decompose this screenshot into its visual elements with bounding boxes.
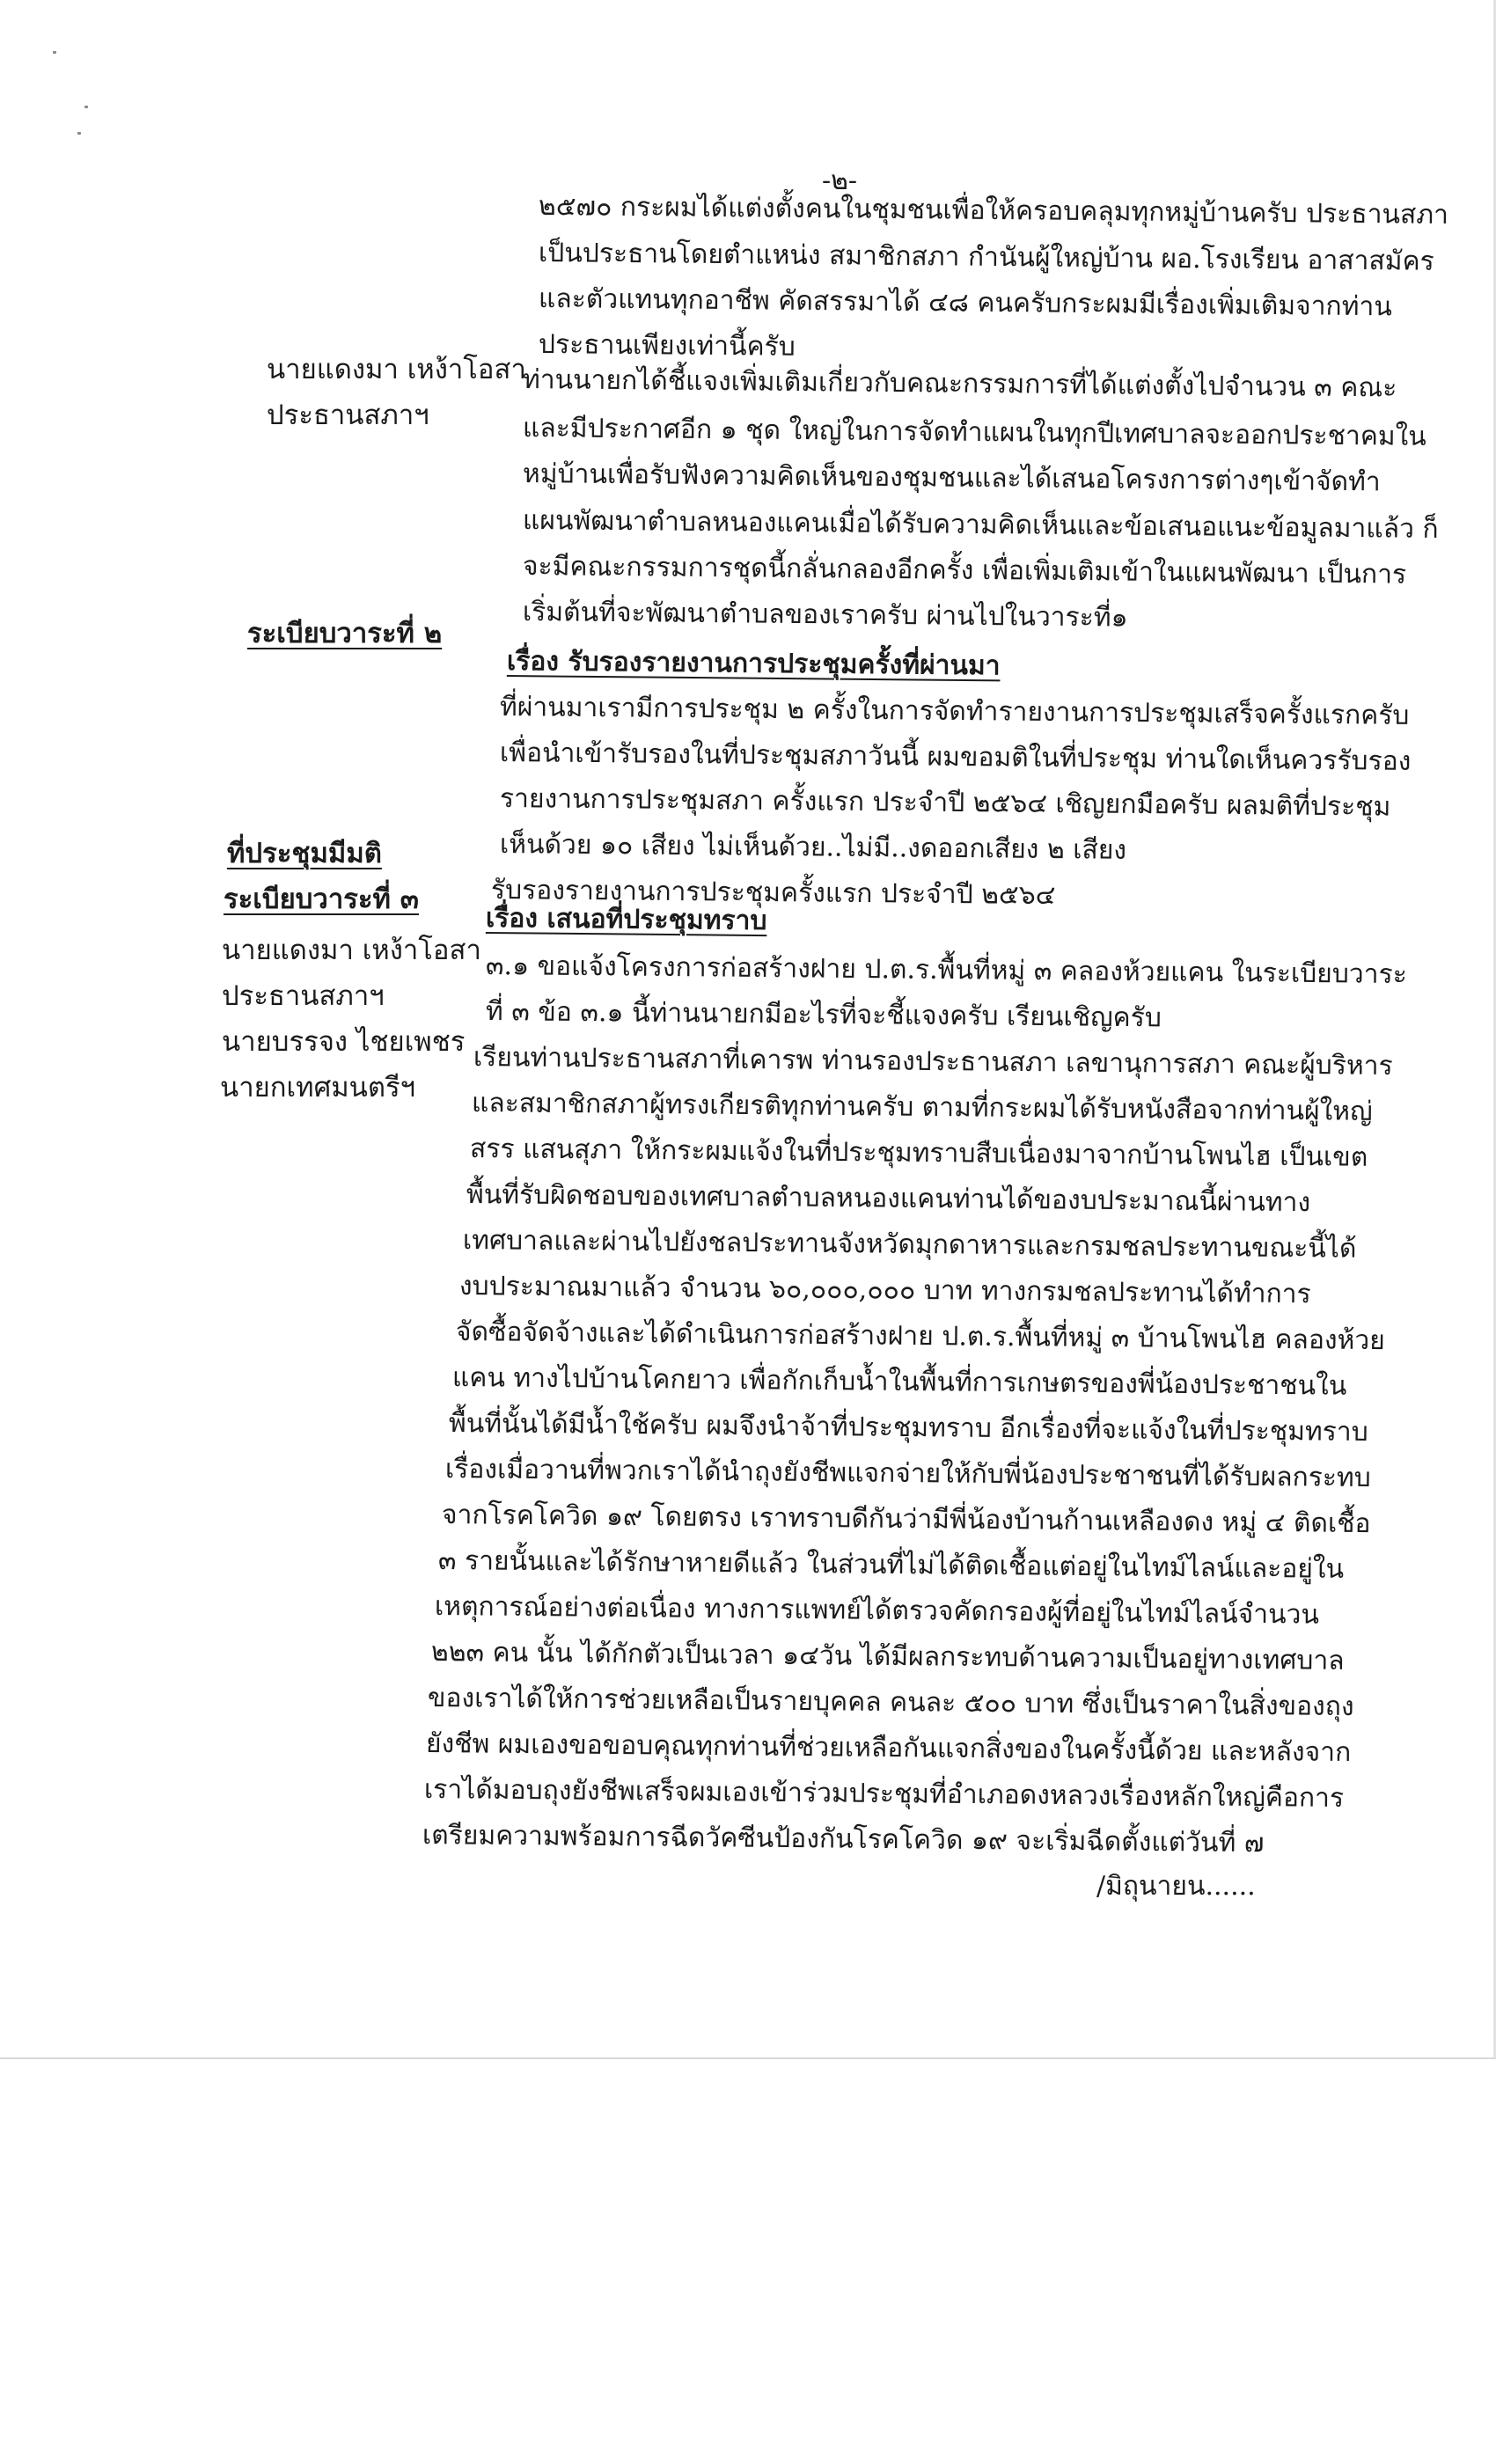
- continuation-marker: /มิถุนายน......: [1096, 1871, 1256, 1902]
- page-number: -๒-: [822, 165, 858, 196]
- body-line: จัดซื้อจัดจ้างและได้ดำเนินการก่อสร้างฝาย ป.ต.ร.พื้นที่หมู่ ๓ บ้านโพนไฮ คลองห้วย: [455, 1316, 1385, 1357]
- speaker-name: นายบรรจง ไชยเพชร: [222, 1026, 466, 1058]
- body-line: แคน ทางไปบ้านโคกยาว เพื่อกักเก็บน้ำในพื้นที่การเกษตรของพี่น้องประชาชนใน: [451, 1362, 1347, 1402]
- body-line: งบประมาณมาแล้ว จำนวน ๖๐,๐๐๐,๐๐๐ บาท ทางกรมชลประทานได้ทำการ: [458, 1271, 1311, 1310]
- body-line: เรียนท่านประธานสภาที่เคารพ ท่านรองประธานสภา เลขานุการสภา คณะผู้บริหาร: [473, 1042, 1393, 1082]
- agenda-2-label: ระเบียบวาระที่ ๒: [247, 618, 443, 649]
- scan-speck: [84, 106, 88, 108]
- resolution-text: รับรองรายงานการประชุมครั้งแรก ประจำปี ๒๕๖๔: [490, 875, 1056, 912]
- agenda-3-title: เรื่อง เสนอที่ประชุมทราบ: [485, 903, 767, 937]
- body-line: และสมาชิกสภาผู้ทรงเกียรติทุกท่านครับ ตามที่กระผมได้รับหนังสือจากท่านผู้ใหญ่: [471, 1088, 1373, 1127]
- body-line: พื้นที่รับผิดชอบของเทศบาลตำบลหนองแคนท่านได้ของบประมาณนี้ผ่านทาง: [466, 1179, 1311, 1219]
- body-line: ของเราได้ให้การช่วยเหลือเป็นรายบุคคล คนละ ๕๐๐ บาท ซึ่งเป็นราคาในสิ่งของถุง: [427, 1683, 1354, 1723]
- body-line: พื้นที่นั้นได้มีน้ำใช้ครับ ผมจึงนำจ้าที่ประชุมทราบ อีกเรื่องที่จะแจ้งในที่ประชุมทราบ: [448, 1408, 1368, 1448]
- speaker-role: ประธานสภาฯ: [267, 400, 429, 431]
- body-line: รายงานการประชุมสภา ครั้งแรก ประจำปี ๒๕๖๔ เชิญยกมือครับ ผลมติที่ประชุม: [499, 783, 1391, 823]
- body-line: ยังชีพ ผมเองขอขอบคุณทุกท่านที่ช่วยเหลือกันแจกสิ่งของในครั้งนี้ด้วย และหลังจาก: [425, 1728, 1352, 1769]
- body-line: ๒๕๗๐ กระผมได้แต่งตั้งคนในชุมชนเพื่อให้ครอบคลุมทุกหมู่บ้านครับ ประธานสภา: [538, 191, 1449, 231]
- body-line: และตัวแทนทุกอาชีพ คัดสรรมาได้ ๔๘ คนครับกระผมมีเรื่องเพิ่มเติมจากท่าน: [538, 283, 1392, 323]
- speaker-name: นายแดงมา เหง้าโอสา: [222, 935, 481, 966]
- speaker-role: นายกเทศมนตรีฯ: [220, 1072, 416, 1104]
- body-line: สรร แสนสุภา ให้กระผมแจ้งในที่ประชุมทราบสืบเนื่องมาจากบ้านโพนไฮ เป็นเขต: [469, 1133, 1368, 1173]
- body-line: แผนพัฒนาตำบลหนองแคนเมื่อได้รับความคิดเห็นและข้อเสนอแนะข้อมูลมาแล้ว ก็: [522, 505, 1439, 545]
- body-line: ประธานเพียงเท่านี้ครับ: [538, 329, 796, 363]
- body-line: หมู่บ้านเพื่อรับฟังความคิดเห็นของชุมชนและได้เสนอโครงการต่างๆเข้าจัดทำ: [522, 458, 1381, 498]
- body-line: ท่านนายกได้ชี้แจงเพิ่มเติมเกี่ยวกับคณะกรรมการที่ได้แต่งตั้งไปจำนวน ๓ คณะ: [522, 364, 1397, 404]
- body-line: เตรียมความพร้อมการฉีดวัคซีนป้องกันโรคโควิด ๑๙ จะเริ่มฉีดตั้งแต่วันที่ ๗: [422, 1820, 1265, 1859]
- body-line: เราได้มอบถุงยังชีพเสร็จผมเองเข้าร่วมประชุมที่อำเภอดงหลวงเรื่องหลักใหญ่คือการ: [423, 1774, 1345, 1815]
- body-line: เริ่มต้นที่จะพัฒนาตำบลของเราครับ ผ่านไปในวาระที่๑: [522, 597, 1128, 634]
- scan-speck: [77, 132, 81, 135]
- scan-bottom-edge: [0, 2057, 1496, 2059]
- body-line: ๒๒๓ คน นั้น ได้กักตัวเป็นเวลา ๑๔วัน ได้มีผลกระทบด้านความเป็นอยู่ทางเทศบาล: [430, 1637, 1345, 1676]
- body-line: ที่ผ่านมาเรามีการประชุม ๒ ครั้งในการจัดทำรายงานการประชุมเสร็จครั้งแรกครับ: [499, 692, 1410, 731]
- body-line: ๓.๑ ขอแจ้งโครงการก่อสร้างฝาย ป.ต.ร.พื้นที่หมู่ ๓ คลองห้วยแคน ในระเบียบวาระ: [485, 950, 1407, 991]
- body-line: ๓ รายนั้นและได้รักษาหายดีแล้ว ในส่วนที่ไม่ได้ติดเชื้อแต่อยู่ในไทม์ไลน์และอยู่ใน: [437, 1545, 1345, 1585]
- body-line: และมีประกาศอีก ๑ ชุด ใหญ่ในการจัดทำแผนในทุกปีเทศบาลจะออกประชาคมใน: [522, 413, 1426, 452]
- scan-speck: [53, 51, 56, 54]
- agenda-3-label: ระเบียบวาระที่ ๓: [224, 884, 419, 915]
- body-line: เห็นด้วย ๑๐ เสียง ไม่เห็นด้วย..ไม่มี..งดออกเสียง ๒ เสียง: [499, 829, 1127, 866]
- resolution-label: ที่ประชุมมีมติ: [227, 838, 382, 869]
- body-line: เป็นประธานโดยตำแหน่ง สมาชิกสภา กำนันผู้ใหญ่บ้าน ผอ.โรงเรียน อาสาสมัคร: [538, 238, 1434, 277]
- body-line: เพื่อนำเข้ารับรองในที่ประชุมสภาวันนี้ ผมขอมติในที่ประชุม ท่านใดเห็นควรรับรอง: [499, 737, 1412, 777]
- body-line: เรื่องเมื่อวานที่พวกเราได้นำถุงยังชีพแจกจ่ายให้กับพี่น้องประชาชนที่ได้รับผลกระทบ: [444, 1454, 1371, 1494]
- body-line: เทศบาลและผ่านไปยังชลประทานจังหวัดมุกดาหารและกรมชลประทานขณะนี้ได้: [462, 1225, 1357, 1265]
- speaker-name: นายแดงมา เหง้าโอสา: [267, 354, 526, 385]
- body-line: จากโรคโควิด ๑๙ โดยตรง เราทราบดีกันว่ามีพี่น้องบ้านก้านเหลืองดง หมู่ ๔ ติดเชื้อ: [441, 1500, 1371, 1540]
- agenda-2-title: เรื่อง รับรองรายงานการประชุมครั้งที่ผ่านมา: [506, 646, 1001, 682]
- body-line: จะมีคณะกรรมการชุดนี้กลั่นกลองอีกครั้ง เพื่อเพิ่มเติมเข้าในแผนพัฒนา เป็นการ: [522, 551, 1407, 590]
- body-line: เหตุการณ์อย่างต่อเนื่อง ทางการแพทย์ได้ตรวจคัดกรองผู้ที่อยู่ในไทม์ไลน์จำนวน: [434, 1591, 1320, 1631]
- speaker-role: ประธานสภาฯ: [222, 980, 385, 1012]
- body-line: ที่ ๓ ข้อ ๓.๑ นี้ท่านนายกมีอะไรที่จะชี้แจงครับ เรียนเชิญครับ: [485, 996, 1162, 1034]
